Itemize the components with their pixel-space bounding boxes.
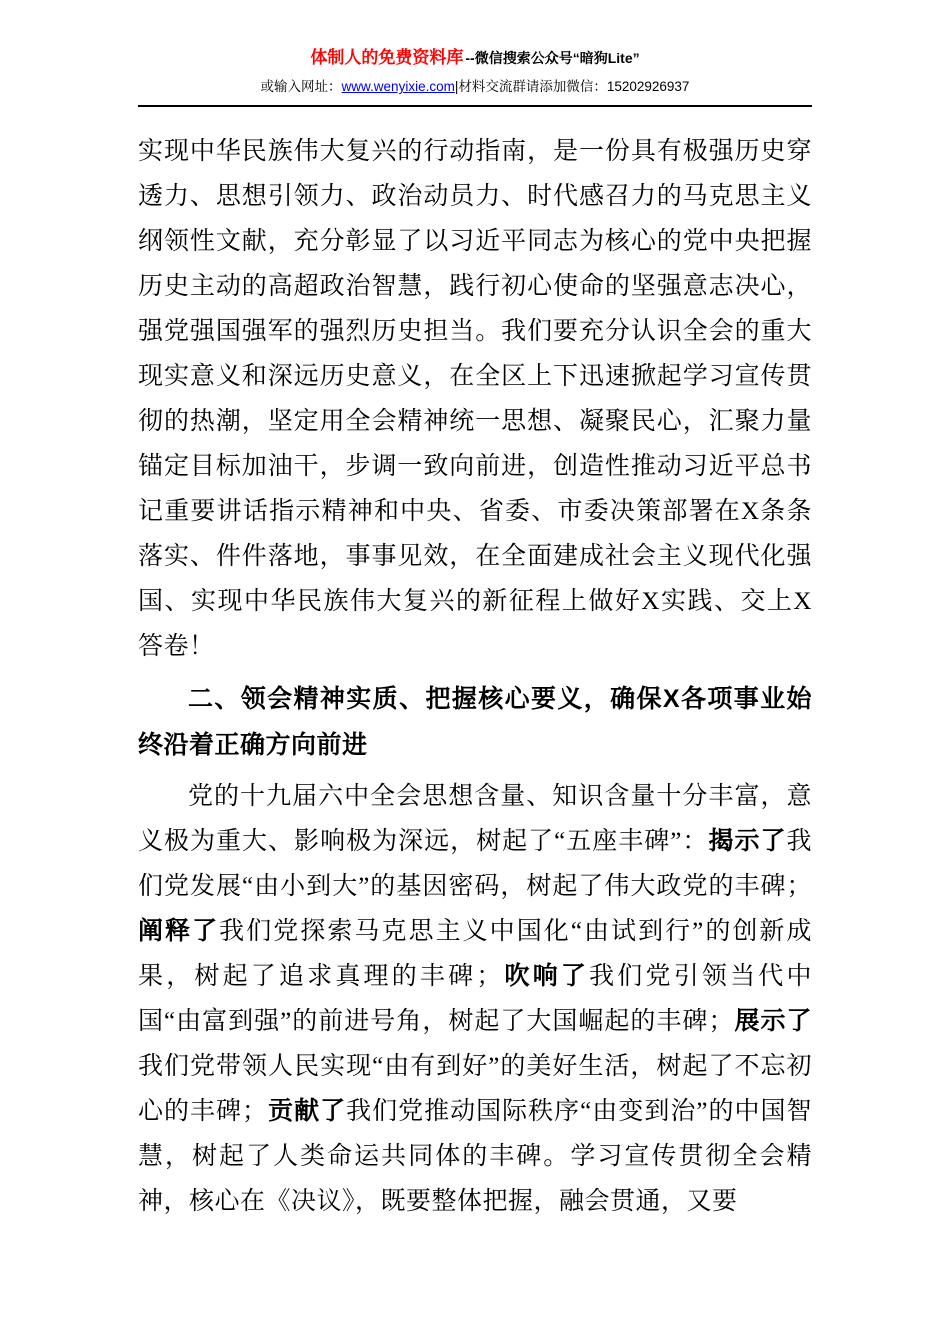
website-link[interactable]: www.wenyixie.com	[341, 79, 455, 94]
brand-title: 体制人的免费资料库	[310, 48, 464, 67]
url-prefix-label: 或输入网址：	[260, 79, 342, 94]
text-run: 党的十九届六中全会思想含量、知识含量十分丰富，意义极为重大、影响极为深远，树起了“五座丰碑”：	[138, 783, 812, 855]
bold-emphasis-run: 贡献了	[267, 1098, 347, 1125]
bold-emphasis-run: 揭示了	[708, 828, 787, 855]
document-body	[138, 129, 812, 1224]
contact-info-label: |材料交流群请添加微信：15202926937	[454, 79, 690, 94]
page-header	[138, 46, 812, 107]
text-run: 我们党探索马克思主义中国化“由试到行”的创新成果，树起了追求真理的丰碑；	[138, 918, 812, 990]
bold-emphasis-run: 吹响了	[501, 963, 590, 990]
bold-emphasis-run: 阐释了	[138, 918, 220, 945]
header-divider	[138, 105, 812, 107]
bold-emphasis-run: 展示了	[733, 1008, 812, 1035]
text-run: 我们党发展“由小到大”的基因密码，树起了伟大政党的丰碑；	[138, 828, 812, 900]
header-brand-line	[138, 46, 812, 70]
text-run: 我们党带领人民实现“由有到好”的美好生活，树起了不忘初心的丰碑；	[138, 1053, 812, 1125]
paragraph-2	[138, 774, 812, 1224]
text-run: 我们党引领当代中国“由富到强”的前进号角，树起了大国崛起的丰碑；	[138, 963, 812, 1035]
brand-subtitle: --微信搜索公众号“暗狗Lite”	[465, 50, 640, 66]
section-heading-2: 二、领会精神实质、把握核心要义，确保X各项事业始终沿着正确方向前进	[138, 685, 812, 759]
text-run: 我们党推动国际秩序“由变到治”的中国智慧，树起了人类命运共同体的丰碑。学习宣传贯彻全会精神，核心在《决议》，既要整体把握，融会贯通，又要	[138, 1098, 812, 1215]
paragraph-1: 实现中华民族伟大复兴的行动指南，是一份具有极强历史穿透力、思想引领力、政治动员力、时代感召力的马克思主义纲领性文献，充分彰显了以习近平同志为核心的党中央把握历史主动的高超政治智慧，践行初心使命的坚强意志决心，强党强国强军的强烈历史担当。我们要充分认识全会的重大现实意义和深远历史意义，在全区上下迅速掀起学习宣传贯彻的热潮，坚定用全会精神统一思想、凝聚民心，汇聚力量锚定目标加油干，步调一致向前进，创造性推动习近平总书记重要讲话指示精神和中央、省委、市委决策部署在X条条落实、件件落地，事事见效，在全面建成社会主义现代化强国、实现中华民族伟大复兴的新征程上做好X实践、交上X答卷！	[138, 138, 812, 660]
header-contact-line	[138, 78, 812, 96]
